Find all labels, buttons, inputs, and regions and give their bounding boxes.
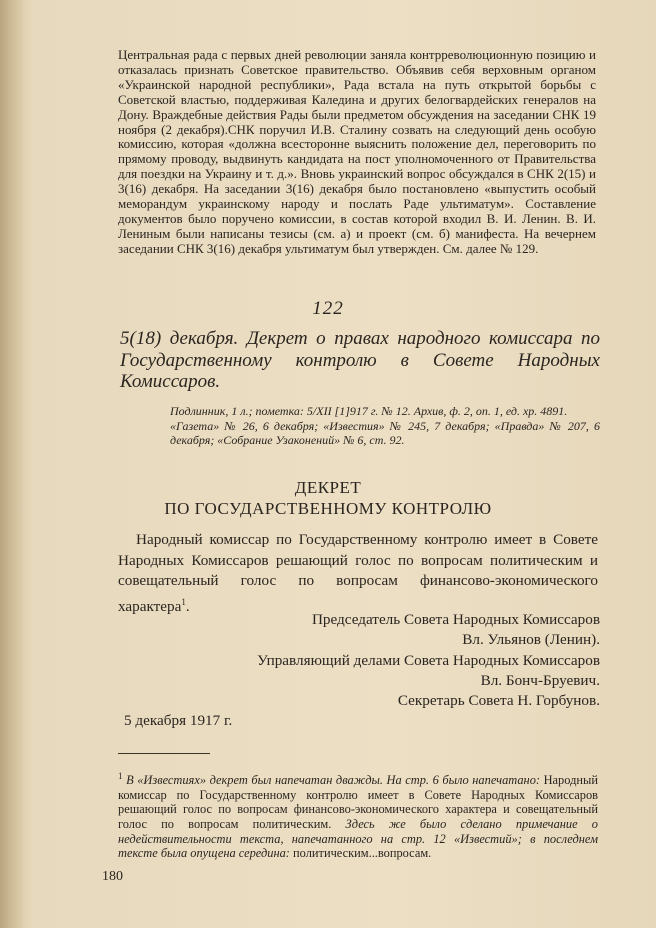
manager-title: Управляющий делами Совета Народных Комиссаров: [257, 652, 600, 669]
page-number: 180: [102, 869, 123, 884]
source-note: [170, 404, 600, 448]
footnote-text2: политическим...вопросам.: [293, 846, 432, 861]
decree-date: 5 декабря 1917 г.: [124, 712, 233, 729]
signature-secretary: Секретарь Совета Н. Горбунов.: [397, 692, 600, 709]
document-heading: 5(18) декабря. Декрет о правах народного комиссара по Государственному контролю в Совете Народных Комиссаров.: [120, 328, 600, 392]
footnote-text1: Народный комиссар по Государственному контролю имеет в Совете Народных Комиссаров решающий голос по вопросам финансово-экономического характера и совещательный голос по вопросам политическим.: [118, 773, 598, 831]
footnote-reference: 1: [181, 596, 186, 607]
document-number: 122: [312, 298, 344, 319]
manager-name: Вл. Бонч-Бруевич.: [480, 672, 600, 689]
source-note-archive: Подлинник, 1 л.; пометка: 5/XII [1]917 г. № 12. Архив, ф. 2, оп. 1, ед. хр. 4891.: [170, 404, 568, 418]
editorial-note-paragraph: Центральная рада с первых дней революции заняла контрреволюционную позицию и отказалась признать Советское правительство. Объявив себя верховным органом «Украинской народной республики», Рада встала на путь открытой борьбы с Советской властью, поддерживая Каледина и других белогвардейских генералов на Дону. Враждебные действия Рады были предметом обсуждения на заседании СНК 19 ноября (2 декабря).СНК поручил И.В. Сталину созвать на следующий день особую комиссию, которая «должна всесторонне выяснить положение дел, переговорить по прямому проводу, выдвинуть кандидата на пост уполномоченного от Правительства для поездки на Украину и т. д.». Вновь украинский вопрос обсуждался в СНК 2(15) и 3(16) декабря. На заседании 3(16) декабря было постановлено «выпустить особый меморандум украинскому народу и послать Раде ультиматум». Составление документов было поручено комиссии, в состав которой входил В. И. Ленин. В. И. Лениным были написаны тезисы (см. а) и проект (см. б) манифеста. На вечернем заседании СНК 3(16) декабря ультиматум был утвержден. См. далее № 129.: [118, 47, 596, 256]
footnote-intro: В «Известиях» декрет был напечатан дважды. На стр. 6 было напечатано:: [126, 773, 541, 788]
signature-chairman: [312, 610, 600, 650]
footnote-italic2: Здесь же было сделано примечание о недействительности текста, напечатанного на стр. 12 «Известий»; в последнем тексте была опущена середина:: [118, 816, 598, 861]
decree-body-end: .: [185, 597, 190, 615]
decree-title-line2: ПО ГОСУДАРСТВЕННОМУ КОНТРОЛЮ: [164, 499, 492, 518]
chairman-title: Председатель Совета Народных Комиссаров: [311, 611, 600, 628]
chairman-name: Вл. Ульянов (Ленин).: [462, 631, 600, 648]
page-fold-shadow: [0, 0, 24, 928]
decree-body: [118, 530, 598, 617]
footnote-mark: 1: [118, 771, 123, 781]
decree-title: [0, 477, 656, 519]
decree-body-text: Народный комиссар по Государственному контролю имеет в Совете Народных Комиссаров решающий голос по вопросам политическим и совещательный голос по вопросам финансово-экономического характера: [118, 531, 598, 615]
signature-manager: [257, 651, 600, 691]
decree-title-line1: ДЕКРЕТ: [294, 478, 362, 497]
source-note-publications: «Газета» № 26, 6 декабря; «Известия» № 245, 7 декабря; «Правда» № 207, 6 декабря; «Собрание Узаконений» № 6, ст. 92.: [170, 418, 600, 447]
footnote-divider: [118, 753, 210, 754]
footnote: [118, 769, 598, 861]
